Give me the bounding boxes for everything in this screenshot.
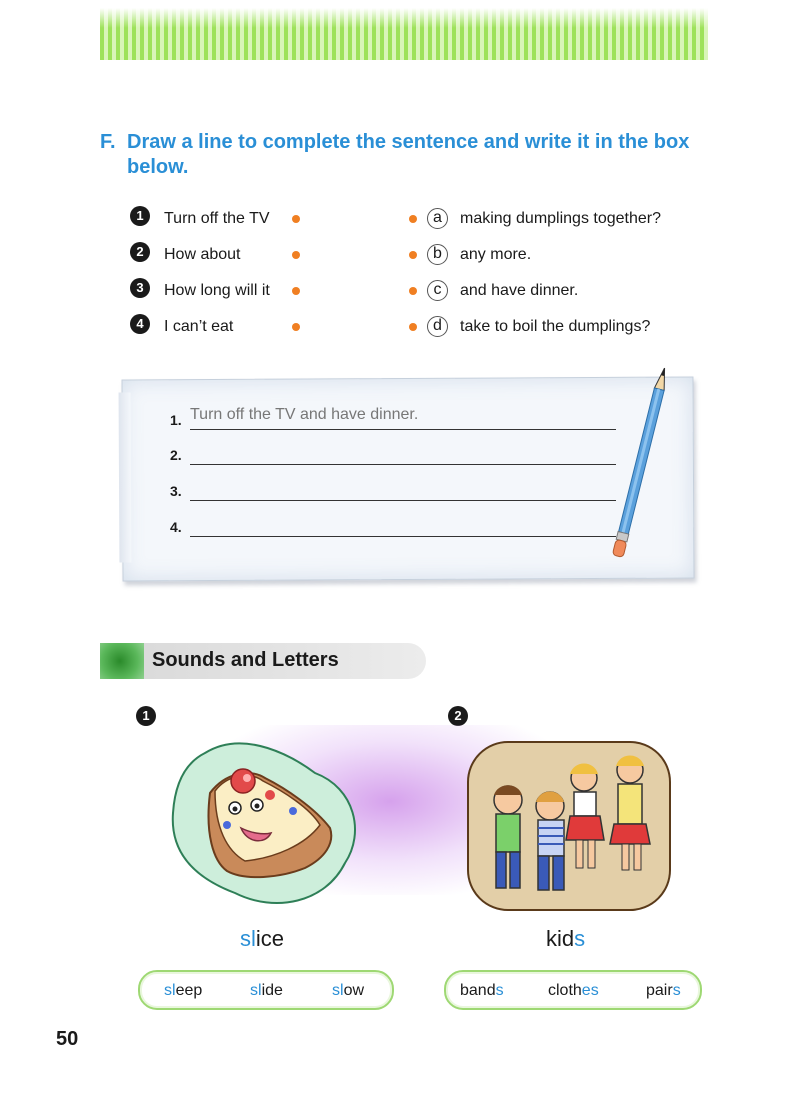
match-dot-left-1[interactable]: [292, 215, 300, 223]
option-word-slow: slow: [332, 982, 365, 999]
kids-illustration: [466, 740, 672, 912]
option-d-icon: d: [427, 316, 448, 337]
exercise-instruction: Draw a line to complete the sentence and write it in the box below.: [127, 131, 690, 178]
line-number-1: 1.: [170, 412, 182, 428]
write-line-1[interactable]: [170, 412, 182, 428]
option-word-sleep: sleep: [164, 982, 203, 999]
word-group-2: [444, 970, 702, 1010]
word-kids: kids: [546, 926, 586, 951]
section-header: [100, 643, 426, 679]
match-dot-right-c[interactable]: [409, 287, 417, 295]
pizza-slice-illustration: [165, 733, 365, 911]
word-group-1: [138, 970, 394, 1010]
match-dot-left-2[interactable]: [292, 251, 300, 259]
match-dot-left-3[interactable]: [292, 287, 300, 295]
write-line-4[interactable]: [170, 519, 182, 535]
section-marker-icon: [100, 643, 144, 679]
match-right-c: and have dinner.: [460, 282, 579, 299]
match-left-4: I can’t eat: [164, 318, 234, 335]
option-word-bands: bands: [460, 982, 504, 999]
exercise-title: [100, 130, 710, 180]
option-word-slide: slide: [250, 982, 283, 999]
top-decorative-band: [100, 8, 708, 60]
line-number-4: 4.: [170, 519, 182, 535]
match-dot-right-d[interactable]: [409, 323, 417, 331]
write-line-3[interactable]: [170, 483, 182, 499]
option-word-pairs: pairs: [646, 982, 681, 999]
number-1-icon: 1: [130, 206, 150, 226]
write-rule-4: [190, 536, 616, 537]
write-rule-1: [190, 429, 616, 430]
match-right-d: take to boil the dumplings?: [460, 318, 651, 335]
match-left-3: How long will it: [164, 282, 270, 299]
number-3-icon: 3: [130, 278, 150, 298]
number-2-icon: 2: [130, 242, 150, 262]
write-rule-3: [190, 500, 616, 501]
section-title: Sounds and Letters: [152, 649, 339, 671]
match-dot-right-a[interactable]: [409, 215, 417, 223]
match-dot-left-4[interactable]: [292, 323, 300, 331]
number-1-icon: 1: [136, 706, 156, 726]
write-line-2[interactable]: [170, 447, 182, 463]
write-rule-2: [190, 464, 616, 465]
option-b-icon: b: [427, 244, 448, 265]
exercise-letter: F.: [100, 131, 116, 153]
option-a-icon: a: [427, 208, 448, 229]
match-right-b: any more.: [460, 246, 532, 263]
example-answer: Turn off the TV and have dinner.: [190, 406, 419, 423]
word-slice: slice: [240, 926, 285, 951]
line-number-2: 2.: [170, 447, 182, 463]
number-4-icon: 4: [130, 314, 150, 334]
match-dot-right-b[interactable]: [409, 251, 417, 259]
line-number-3: 3.: [170, 483, 182, 499]
number-2-icon: 2: [448, 706, 468, 726]
option-c-icon: c: [427, 280, 448, 301]
match-left-1: Turn off the TV: [164, 210, 270, 227]
match-left-2: How about: [164, 246, 241, 263]
page-number: 50: [56, 1028, 79, 1050]
option-word-clothes: clothes: [548, 982, 599, 999]
match-right-a: making dumplings together?: [460, 210, 662, 227]
